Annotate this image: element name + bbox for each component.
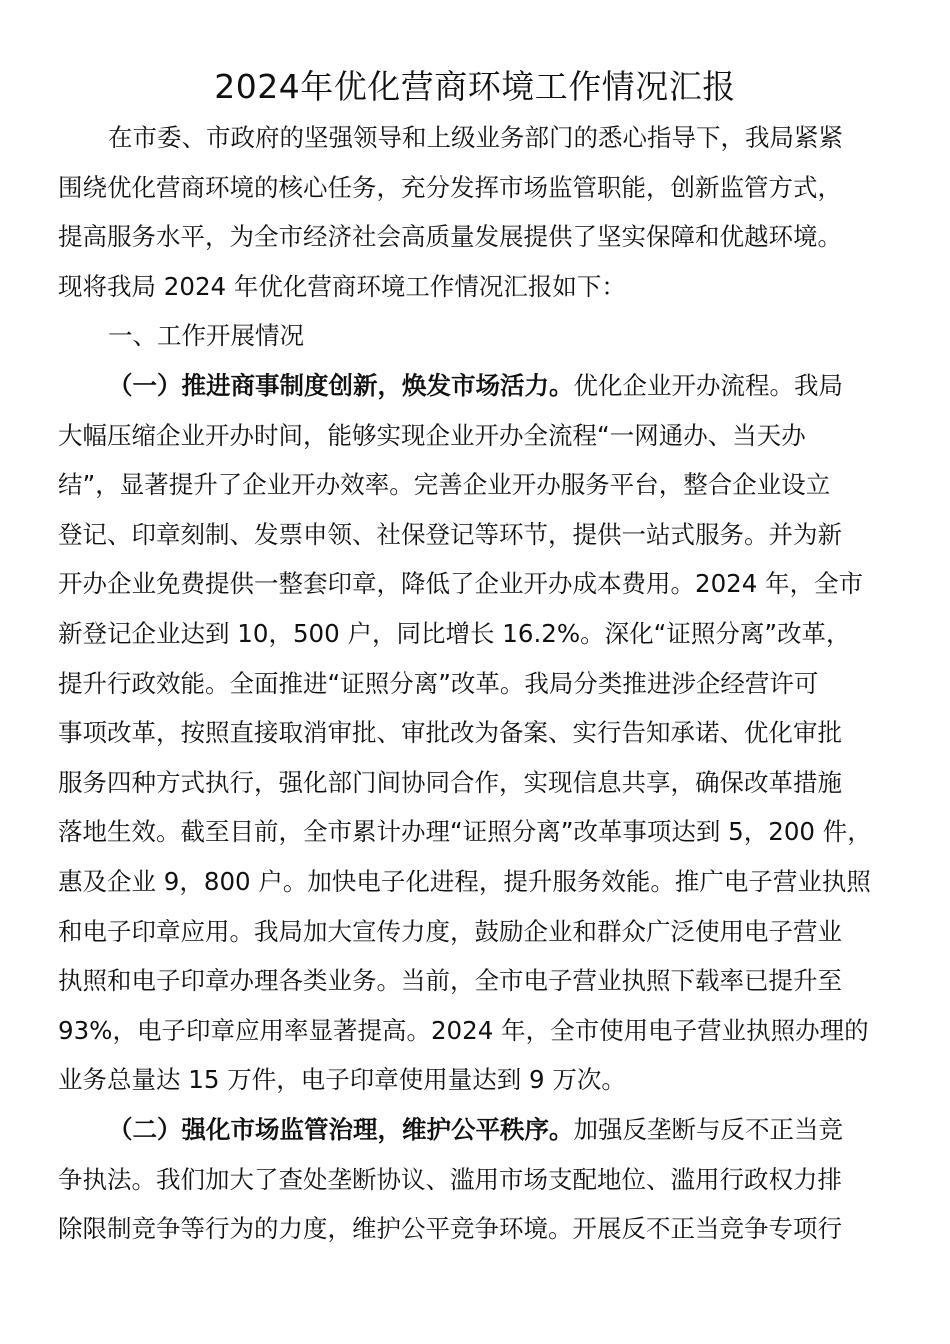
line-text: 落地生效。截至目前，全市累计办理“证照分离”改革事项达到 5，200 件，: [58, 817, 872, 847]
paragraph-line: [58, 168, 842, 208]
paragraph-line: [58, 912, 842, 952]
paragraph-line: [58, 515, 842, 555]
line-text: 执照和电子印章办理各类业务。当前，全市电子营业执照下载率已提升至: [58, 966, 842, 996]
line-text: 事项改革，按照直接取消审批、审批改为备案、实行告知承诺、优化审批: [58, 718, 842, 748]
paragraph-line: [108, 316, 304, 356]
section-heading: （二）强化市场监管治理，维护公平秩序。: [108, 1115, 574, 1144]
paragraph-line: [58, 763, 842, 803]
document-title: 2024年优化营商环境工作情况汇报: [214, 67, 736, 106]
paragraph-line: [58, 614, 851, 654]
paragraph-line: [108, 118, 843, 158]
line-text: 除限制竞争等行为的力度，维护公平竞争环境。开展反不正当竞争专项行: [58, 1214, 842, 1244]
line-text: 业务总量达 15 万件，电子印章使用量达到 9 万次。: [58, 1065, 626, 1095]
paragraph-line: [58, 1209, 842, 1249]
paragraph-line: [58, 267, 626, 307]
paragraph-line: [58, 664, 818, 704]
paragraph-line: [58, 713, 842, 753]
paragraph-line: [108, 366, 843, 406]
paragraph-line: [58, 416, 806, 456]
paragraph-line: [58, 1011, 869, 1051]
line-text: 登记、印章刻制、发票申领、社保登记等环节，提供一站式服务。并为新: [58, 519, 842, 549]
paragraph-line: [58, 1060, 626, 1100]
paragraph-line: [58, 465, 830, 505]
line-text: 一、工作开展情况: [108, 321, 304, 351]
line-text: 和电子印章应用。我局加大宣传力度，鼓励企业和群众广泛使用电子营业: [58, 916, 842, 946]
line-text: 结”，显著提升了企业开办效率。完善企业开办服务平台，整合企业设立: [58, 470, 831, 500]
line-text: 加强反垄断与反不正当竞: [573, 1115, 843, 1144]
paragraph-line: [108, 1110, 843, 1150]
line-text: 大幅压缩企业开办时间，能够实现企业开办全流程“一网通办、当天办: [58, 420, 806, 450]
line-text: 开办企业免费提供一整套印章，降低了企业开办成本费用。2024 年，全市: [58, 569, 864, 599]
section-heading: （一）推进商事制度创新，焕发市场活力。: [108, 371, 574, 400]
paragraph-line: [58, 1160, 842, 1200]
paragraph-line: [58, 812, 872, 852]
line-text: 争执法。我们加大了查处垄断协议、滥用市场支配地位、滥用行政权力排: [58, 1164, 842, 1194]
line-text: 在市委、市政府的坚强领导和上级业务部门的悉心指导下，我局紧紧: [108, 123, 843, 152]
line-text: 提升行政效能。全面推进“证照分离”改革。我局分类推进涉企经营许可: [58, 668, 819, 698]
line-text: 新登记企业达到 10，500 户，同比增长 16.2%。深化“证照分离”改革，: [58, 619, 851, 648]
paragraph-line: [58, 862, 871, 902]
line-text: 服务四种方式执行，强化部门间协同合作，实现信息共享，确保改革措施: [58, 767, 842, 797]
line-text: 93%，电子印章应用率显著提高。2024 年，全市使用电子营业执照办理的: [58, 1015, 869, 1045]
paragraph-line: [58, 217, 842, 257]
line-text: 优化企业开办流程。我局: [573, 371, 843, 400]
line-text: 现将我局 2024 年优化营商环境工作情况汇报如下：: [58, 271, 626, 301]
line-text: 惠及企业 9，800 户。加快电子化进程，提升服务效能。推广电子营业执照: [58, 867, 871, 896]
paragraph-line: [58, 961, 842, 1001]
line-text: 围绕优化营商环境的核心任务，充分发挥市场监管职能，创新监管方式，: [58, 172, 842, 202]
paragraph-line: [58, 564, 863, 604]
line-text: 提高服务水平，为全市经济社会高质量发展提供了坚实保障和优越环境。: [58, 222, 842, 252]
